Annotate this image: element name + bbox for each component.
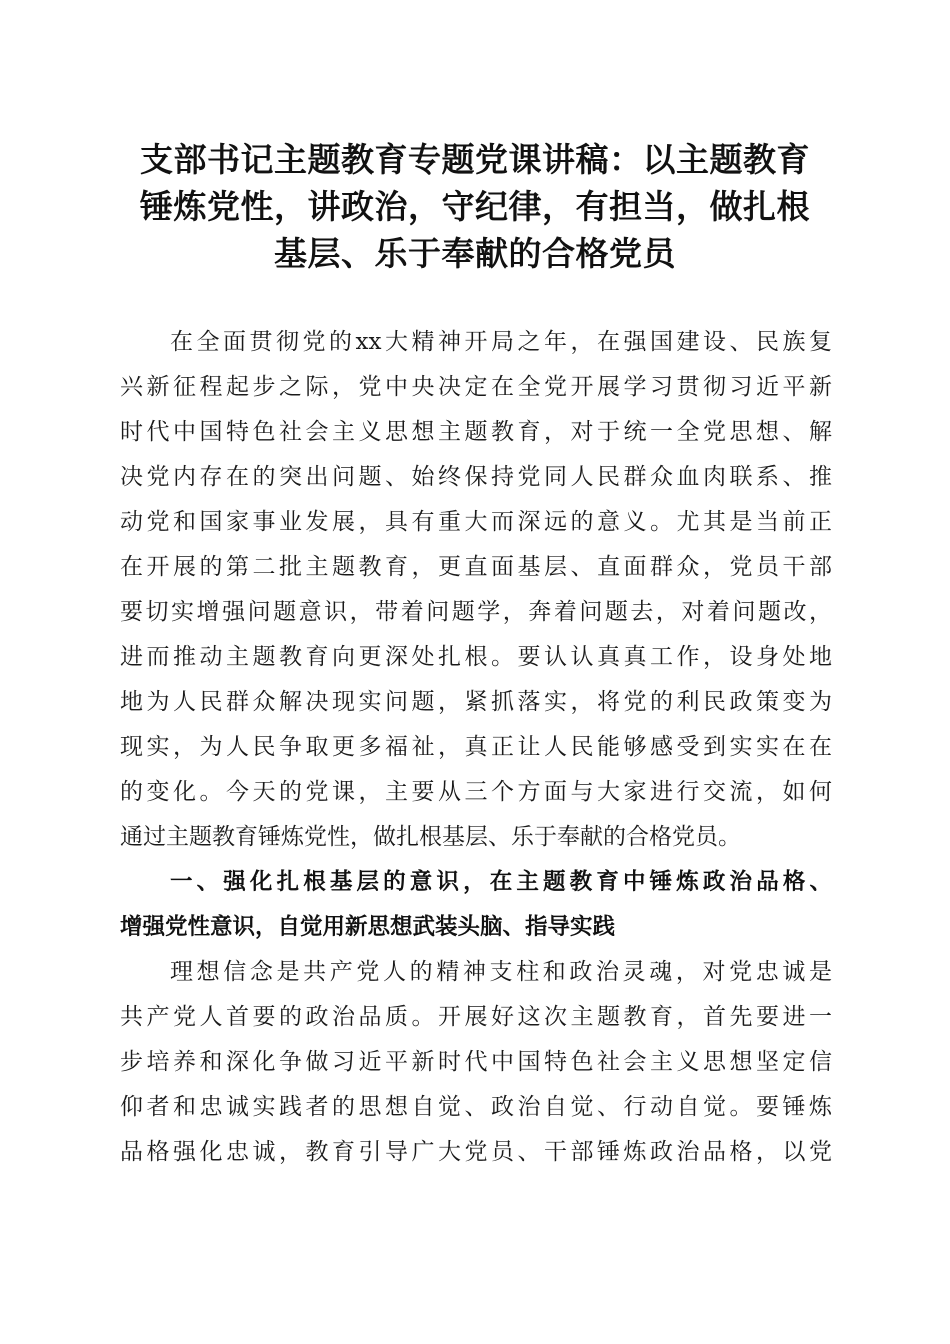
section-heading-1 — [120, 860, 832, 950]
paragraph-line: 品格强化忠诚，教育引导广大党员、干部锤炼政治品格，以党 — [120, 1139, 832, 1165]
paragraph-line: 决党内存在的突出问题、始终保持党同人民群众血肉联系、推 — [120, 464, 832, 490]
paragraph-line: 地为人民群众解决现实问题，紧抓落实，将党的利民政策变为 — [120, 689, 832, 715]
paragraph-line: 现实，为人民争取更多福祉，真正让人民能够感受到实实在在 — [120, 734, 832, 760]
paragraph-line: 动党和国家事业发展，具有重大而深远的意义。尤其是当前正 — [120, 509, 832, 535]
paragraph-line: 在全面贯彻党的xx大精神开局之年，在强国建设、民族复 — [170, 329, 832, 355]
paragraph-line: 的变化。今天的党课，主要从三个方面与大家进行交流，如何 — [120, 779, 832, 805]
paragraph-line: 共产党人首要的政治品质。开展好这次主题教育，首先要进一 — [120, 1004, 832, 1030]
heading-line: 增强党性意识，自觉用新思想武装头脑、指导实践 — [120, 914, 616, 940]
paragraph-line: 兴新征程起步之际，党中央决定在全党开展学习贯彻习近平新 — [120, 374, 832, 400]
paragraph-line: 在开展的第二批主题教育，更直面基层、直面群众，党员干部 — [120, 554, 832, 580]
heading-line: 一、强化扎根基层的意识，在主题教育中锤炼政治品格、 — [170, 869, 832, 895]
paragraph-line: 仰者和忠诚实践者的思想自觉、政治自觉、行动自觉。要锤炼 — [120, 1094, 832, 1120]
paragraph-line: 理想信念是共产党人的精神支柱和政治灵魂，对党忠诚是 — [170, 959, 832, 985]
paragraph-line: 通过主题教育锤炼党性，做扎根基层、乐于奉献的合格党员。 — [120, 824, 741, 850]
document-title — [100, 136, 850, 277]
paragraph-line: 进而推动主题教育向更深处扎根。要认认真真工作，设身处地 — [120, 644, 832, 670]
paragraph-line: 时代中国特色社会主义思想主题教育，对于统一全党思想、解 — [120, 419, 832, 445]
paragraph-line: 要切实增强问题意识，带着问题学，奔着问题去，对着问题改， — [120, 599, 832, 625]
paragraph-intro — [120, 320, 832, 860]
title-line-2: 锤炼党性，讲政治，守纪律，有担当，做扎根 — [140, 187, 810, 226]
document-body — [120, 320, 832, 1175]
paragraph-line: 步培养和深化争做习近平新时代中国特色社会主义思想坚定信 — [120, 1049, 832, 1075]
title-line-1: 支部书记主题教育专题党课讲稿：以主题教育 — [140, 140, 810, 179]
title-line-3: 基层、乐于奉献的合格党员 — [274, 234, 676, 273]
paragraph-section-1 — [120, 950, 832, 1175]
